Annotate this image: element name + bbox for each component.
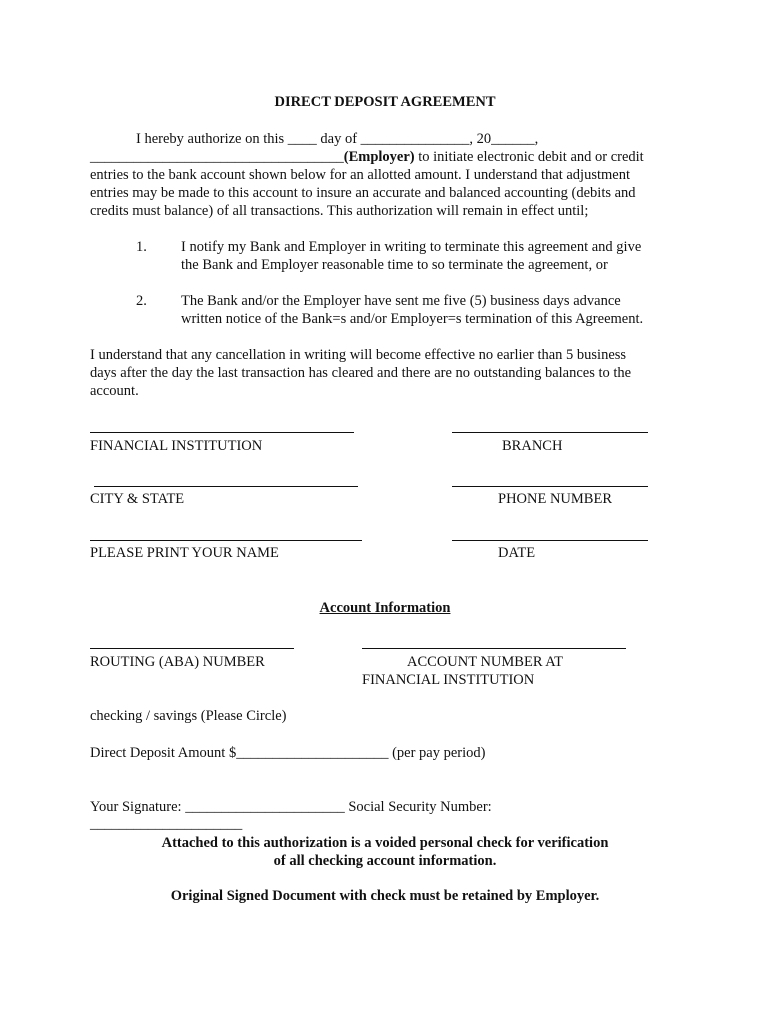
branch-line[interactable] — [452, 432, 648, 433]
cancellation-line-3: account. — [90, 383, 139, 399]
financial-institution-line[interactable] — [90, 432, 354, 433]
list-item-1-line-1: I notify my Bank and Employer in writing to terminate this agreement and give — [181, 239, 642, 255]
list-item-number: 2. — [136, 293, 147, 309]
signature-ssn-field[interactable]: Your Signature: ______________________ Social Security Number: — [90, 799, 492, 815]
intro-line-1: I hereby authorize on this ____ day of _______________, 20______, — [136, 131, 539, 147]
cancellation-line-2: days after the day the last transaction has cleared and there are no outstanding balances to the — [90, 365, 632, 381]
account-number-label-line-1: ACCOUNT NUMBER AT — [407, 654, 564, 670]
employer-blank[interactable]: ___________________________________ — [90, 149, 344, 165]
routing-number-line[interactable] — [90, 648, 294, 649]
account-information-heading: Account Information — [319, 600, 451, 616]
cancellation-line-1: I understand that any cancellation in writing will become effective no earlier than 5 business — [90, 347, 627, 363]
intro-line-4: entries may be made to this account to insure an accurate and balanced accounting (debits and — [90, 185, 636, 201]
print-name-line[interactable] — [90, 540, 362, 541]
list-item-2-line-2: written notice of the Bank=s and/or Employer=s termination of this Agreement. — [181, 311, 644, 327]
account-number-label-line-2: FINANCIAL INSTITUTION — [362, 672, 535, 688]
routing-number-label: ROUTING (ABA) NUMBER — [90, 654, 265, 670]
phone-number-line[interactable] — [452, 486, 648, 487]
attached-note-line-1: Attached to this authorization is a voided personal check for verification — [161, 835, 609, 851]
branch-label: BRANCH — [502, 438, 563, 454]
checking-savings-choice[interactable]: checking / savings (Please Circle) — [90, 708, 287, 724]
intro-line-2-rest: to initiate electronic debit and or credit — [414, 149, 644, 165]
city-state-label: CITY & STATE — [90, 491, 185, 507]
phone-number-label: PHONE NUMBER — [498, 491, 612, 507]
deposit-amount-field[interactable]: Direct Deposit Amount $_____________________ (per pay period) — [90, 745, 486, 761]
intro-line-3: entries to the bank account shown below for an allotted amount. I understand that adjustment — [90, 167, 630, 183]
list-item-1-line-2: the Bank and Employer reasonable time to so terminate the agreement, or — [181, 257, 608, 273]
list-item-number: 1. — [136, 239, 147, 255]
city-state-line[interactable] — [94, 486, 358, 487]
intro-line-2 — [90, 148, 644, 166]
intro-line-5: credits must balance) of all transactions. This authorization will remain in effect until; — [90, 203, 589, 219]
list-item-2-line-1: The Bank and/or the Employer have sent me five (5) business days advance — [181, 293, 621, 309]
employer-label: (Employer) — [343, 149, 415, 165]
attached-note-line-2: of all checking account information. — [273, 853, 497, 869]
document-title: DIRECT DEPOSIT AGREEMENT — [274, 94, 496, 110]
ssn-blank[interactable]: _____________________ — [90, 816, 243, 832]
print-name-label: PLEASE PRINT YOUR NAME — [90, 545, 279, 561]
account-number-line[interactable] — [362, 648, 626, 649]
date-line[interactable] — [452, 540, 648, 541]
financial-institution-label: FINANCIAL INSTITUTION — [90, 438, 263, 454]
retention-note: Original Signed Document with check must be retained by Employer. — [170, 888, 600, 904]
date-label: DATE — [498, 545, 536, 561]
